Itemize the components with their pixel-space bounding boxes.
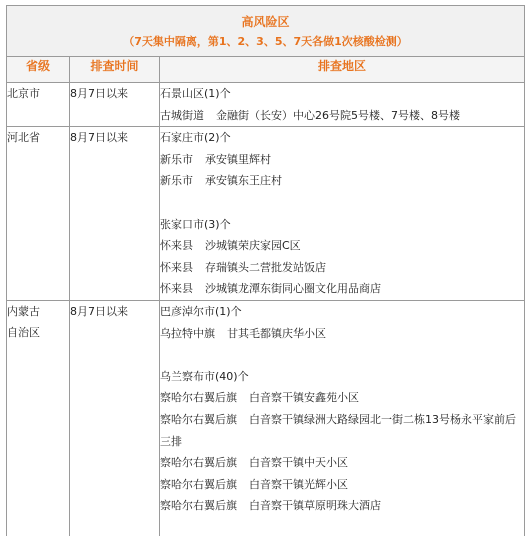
- list-item: [160, 278, 524, 300]
- list-item: [160, 105, 524, 127]
- list-item: [160, 149, 524, 171]
- places-cell: [160, 300, 525, 536]
- table-row-hebei: [7, 127, 525, 301]
- place-name: 甘其毛都镇庆华小区: [227, 326, 326, 340]
- district-name: 察哈尔右翼后旗: [160, 412, 237, 426]
- date-value: 8月7日以来: [70, 304, 128, 318]
- district-name: 怀来县: [160, 260, 193, 274]
- district-name: 古城街道: [160, 108, 204, 122]
- province-name-line1: 内蒙古: [7, 304, 40, 318]
- district-name: 察哈尔右翼后旗: [160, 391, 237, 405]
- district-name: 察哈尔右翼后旗: [160, 456, 237, 470]
- places-cell: [160, 127, 525, 301]
- header-date: 排查时间: [70, 57, 160, 83]
- district-name: 察哈尔右翼后旗: [160, 499, 237, 513]
- title-row: [7, 6, 525, 57]
- header-area: 排查地区: [160, 57, 525, 83]
- place-name: 白音察干镇绿洲大路绿园北一街二栋13号杨永平家前后三排: [160, 412, 516, 448]
- list-item: [160, 387, 524, 409]
- high-risk-area-table: [6, 5, 525, 536]
- date-cell: [70, 127, 160, 301]
- table-subtitle: （7天集中隔离，第1、2、3、5、7天各做1次核酸检测）: [123, 34, 408, 48]
- places-cell: [160, 83, 525, 127]
- place-name: 金融街（长安）中心26号院5号楼、7号楼、8号楼: [216, 108, 460, 122]
- header-province: 省级: [7, 57, 70, 83]
- table-title: 高风险区: [241, 14, 290, 29]
- district-name: 怀来县: [160, 282, 193, 296]
- list-item: [160, 452, 524, 474]
- spacer: [160, 192, 524, 214]
- list-item: [160, 495, 524, 517]
- place-name: 白音察干镇安鑫苑小区: [249, 391, 359, 405]
- table-title-cell: [7, 6, 525, 57]
- city-heading: 石家庄市(2)个: [160, 131, 231, 145]
- table-row-inner-mongolia: [7, 300, 525, 536]
- district-name: 怀来县: [160, 239, 193, 253]
- district-name: 察哈尔右翼后旗: [160, 477, 237, 491]
- place-name: 沙城镇荣庆家园C区: [205, 239, 301, 253]
- list-item: [160, 323, 524, 345]
- city-heading: 张家口市(3)个: [160, 217, 231, 231]
- list-item: [160, 474, 524, 496]
- place-name: 白音察干镇中天小区: [249, 456, 348, 470]
- city-heading: 乌兰察布市(40)个: [160, 369, 249, 383]
- spacer: [160, 344, 524, 366]
- date-cell: [70, 300, 160, 536]
- province-cell: [7, 127, 70, 301]
- place-name: 存瑞镇头二营批发站饭店: [205, 260, 326, 274]
- list-item: [160, 235, 524, 257]
- date-value: 8月7日以来: [70, 87, 128, 100]
- place-name: 白音察干镇草原明珠大酒店: [249, 499, 381, 513]
- place-name: 白音察干镇光辉小区: [249, 477, 348, 491]
- list-item: [160, 170, 524, 192]
- place-name: 承安镇里辉村: [205, 152, 271, 166]
- district-name: 新乐市: [160, 174, 193, 188]
- header-row: [7, 57, 525, 83]
- table-row-beijing: [7, 83, 525, 127]
- date-cell: [70, 83, 160, 127]
- place-name: 沙城镇龙潭东街同心圈文化用品商店: [205, 282, 381, 296]
- list-item: [160, 409, 524, 452]
- district-name: 乌拉特中旗: [160, 326, 215, 340]
- list-item: [160, 257, 524, 279]
- province-name: 北京市: [7, 87, 40, 100]
- date-value: 8月7日以来: [70, 131, 128, 145]
- district-name: 新乐市: [160, 152, 193, 166]
- place-name: 承安镇东王庄村: [205, 174, 282, 188]
- city-heading: 石景山区(1)个: [160, 87, 231, 100]
- province-name-line2: 自治区: [7, 325, 40, 339]
- province-cell: [7, 83, 70, 127]
- province-name: 河北省: [7, 131, 40, 145]
- province-cell: [7, 300, 70, 536]
- city-heading: 巴彦淖尔市(1)个: [160, 304, 242, 318]
